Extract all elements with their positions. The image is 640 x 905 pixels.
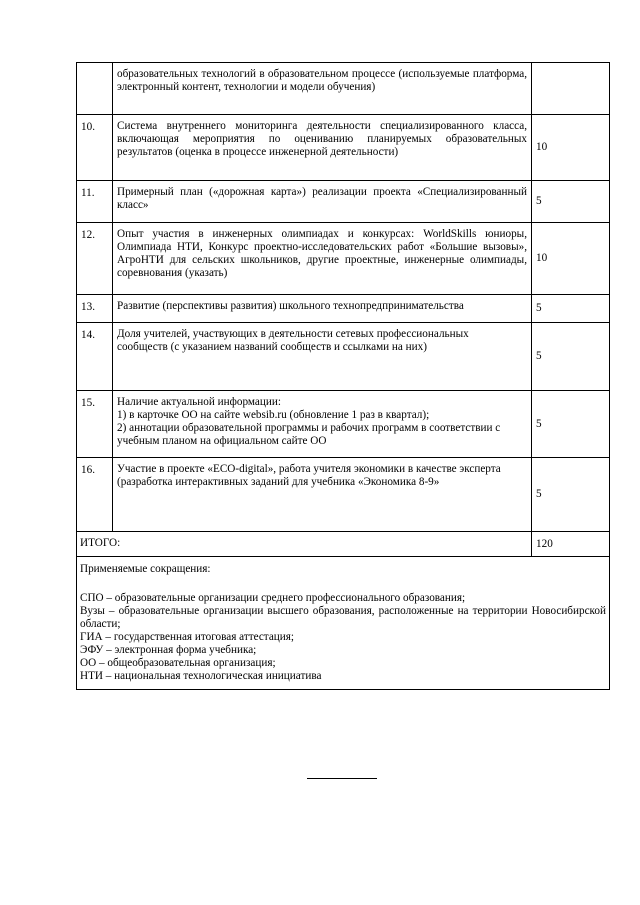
row-points: 5 <box>532 181 610 223</box>
criterion-text: Доля учителей, участвующих в деятельности сетевых профессиональных сообществ (с указанием названий сообществ и ссылками на них) <box>113 323 532 391</box>
row-number: 13. <box>77 295 113 323</box>
table-row <box>77 295 610 323</box>
table-row <box>77 115 610 181</box>
criterion-text: Примерный план («дорожная карта») реализации проекта «Специализированный класс» <box>113 181 532 223</box>
table-row <box>77 323 610 391</box>
abbreviation-item: СПО – образовательные организации среднего профессионального образования; <box>80 592 466 604</box>
row-number: 10. <box>77 115 113 181</box>
criterion-line: 2) аннотации образовательной программы и рабочих программ в соответствии с учебным планом на официальном сайте ОО <box>117 422 501 447</box>
abbreviations-row <box>77 557 610 690</box>
abbreviations-title: Применяемые сокращения: <box>80 563 211 575</box>
criterion-text: Участие в проекте «ECO-digital», работа учителя экономики в качестве эксперта (разработка интерактивных заданий для учебника «Экономика 8-9» <box>113 458 532 532</box>
table-row <box>77 223 610 295</box>
row-number: 16. <box>77 458 113 532</box>
row-number: 15. <box>77 391 113 458</box>
table-row <box>77 181 610 223</box>
row-points: 10 <box>532 115 610 181</box>
criterion-line: 1) в карточке ОО на сайте websib.ru (обновление 1 раз в квартал); <box>117 409 430 421</box>
abbreviation-item: ЭФУ – электронная форма учебника; <box>80 644 257 656</box>
criterion-line: Наличие актуальной информации: <box>117 396 281 408</box>
row-number: 12. <box>77 223 113 295</box>
row-number: 14. <box>77 323 113 391</box>
footer-divider <box>307 778 377 779</box>
criterion-text <box>113 391 532 458</box>
total-value: 120 <box>532 532 610 557</box>
criterion-text: Система внутреннего мониторинга деятельности специализированного класса, включающая мероприятия по оцениванию планируемых образовательных результатов (оценка в процессе инженерной деятельности) <box>113 115 532 181</box>
table-row <box>77 458 610 532</box>
row-points: 10 <box>532 223 610 295</box>
total-row <box>77 532 610 557</box>
criterion-text: образовательных технологий в образовательном процессе (используемые платформа, электронный контент, технологии и модели обучения) <box>113 63 532 115</box>
abbreviation-item: НТИ – национальная технологическая инициатива <box>80 670 322 682</box>
criteria-table <box>76 62 610 690</box>
abbreviation-item: ГИА – государственная итоговая аттестация; <box>80 631 295 643</box>
row-points: 5 <box>532 295 610 323</box>
row-number <box>77 63 113 115</box>
criterion-text: Опыт участия в инженерных олимпиадах и конкурсах: WorldSkills юниоры, Олимпиада НТИ, Конкурс проектно-исследовательских работ «Большие вызовы», АгроНТИ для сельских школьников, другие проектные, инженерные олимпиады, соревнования (указать) <box>113 223 532 295</box>
criterion-text: Развитие (перспективы развития) школьного технопредпринимательства <box>113 295 532 323</box>
abbreviations-block <box>77 557 610 690</box>
total-label: ИТОГО: <box>77 532 532 557</box>
row-points: 5 <box>532 458 610 532</box>
table-row <box>77 63 610 115</box>
row-number: 11. <box>77 181 113 223</box>
table-row <box>77 391 610 458</box>
abbreviation-item: Вузы – образовательные организации высшего образования, расположенные на территории Новосибирской области; <box>80 605 606 630</box>
abbreviation-item: ОО – общеобразовательная организация; <box>80 657 276 669</box>
row-points: 5 <box>532 323 610 391</box>
row-points <box>532 63 610 115</box>
row-points: 5 <box>532 391 610 458</box>
